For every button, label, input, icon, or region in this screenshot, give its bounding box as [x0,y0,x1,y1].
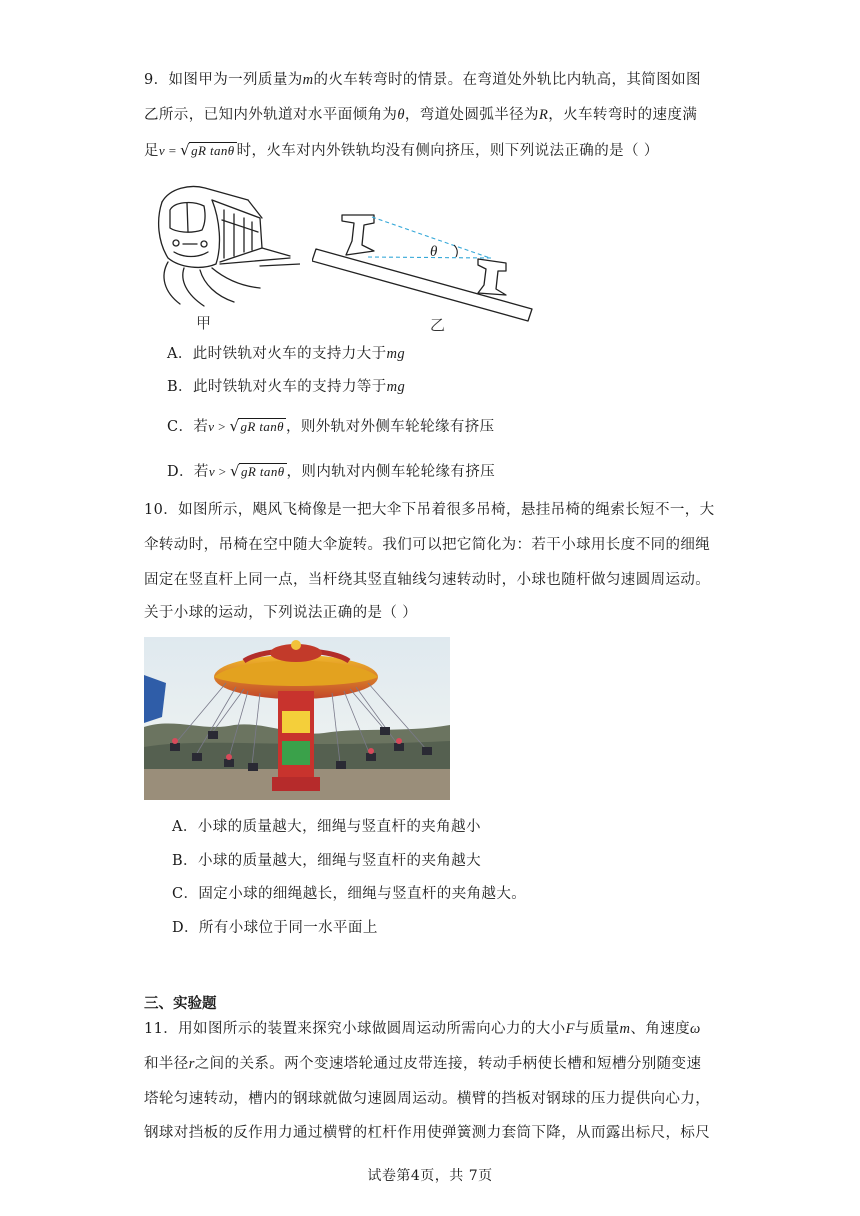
q11-line-4: 钢球对挡板的反作用力通过横臂的杠杆作用使弹簧测力套筒下降，从而露出标尺，标尺 [144,1125,711,1141]
q9-line-1 [144,70,701,90]
q11-text: 11．用如图所示的装置来探究小球做圆周运动所需向心力的大小 [144,1021,566,1037]
sqrt-icon: √ [229,417,240,435]
q9-text: ，火车转弯时的速度满 [548,107,698,123]
greater-sign: > [214,419,230,434]
q10-option-a[interactable]: A．小球的质量越大，细绳与竖直杆的夹角越小 [172,819,481,835]
q9-text: 的火车转弯时的情景。在弯道处外轨比内轨高，其简图如图 [313,72,701,88]
sqrt-icon: √ [230,462,241,480]
theta-symbol: θ [397,107,405,123]
train-figure [150,180,300,325]
q9-text: ，弯道处圆弧半径为 [404,107,539,123]
q9-option-a[interactable] [167,344,405,364]
q9-text: 乙所示，已知内外轨道对水平面倾角为 [144,107,398,123]
q9-option-d[interactable] [167,461,495,482]
q11-text: 和半径 [144,1056,189,1072]
q10-line-4: 关于小球的运动，下列说法正确的是（ ） [144,605,418,621]
option-text: D．若 [167,464,209,480]
figure-label-jia: 甲 [196,314,212,332]
section-title: 三、实验题 [144,996,217,1012]
velocity-formula: gR tanθ [241,464,285,479]
mass-symbol: m [619,1021,631,1037]
mass-symbol: m [302,72,314,88]
velocity-symbol: v [158,143,166,158]
q9-option-b[interactable] [167,377,405,397]
velocity-symbol: v [208,464,215,479]
q9-line-3 [144,140,659,161]
theta-label: θ [430,244,438,260]
banked-track-figure [312,205,537,325]
velocity-formula: gR tanθ [191,143,235,158]
q11-text: 、角速度 [630,1021,691,1037]
radius-symbol: r [188,1056,195,1072]
force-symbol: F [565,1021,575,1037]
equals-sign: = [165,143,181,158]
option-text: ，则内轨对内侧车轮轮缘有挤压 [286,464,496,480]
option-text: A．此时铁轨对火车的支持力大于 [167,346,387,362]
q9-option-c[interactable] [167,416,495,437]
page-footer: 试卷第4页，共 7页 [367,1168,493,1184]
q11-line-1 [144,1019,701,1039]
sqrt-icon: √ [180,141,191,159]
q11-text: 之间的关系。两个变速塔轮通过皮带连接，转动手柄使长槽和短槽分别随变速 [194,1056,702,1072]
velocity-symbol: v [208,419,215,434]
option-var: mg [386,346,406,362]
q10-option-b[interactable]: B．小球的质量越大，细绳与竖直杆的夹角越大 [172,853,482,869]
q9-line-2 [144,105,697,125]
q9-text: 足 [144,143,159,159]
velocity-formula: gR tanθ [240,419,284,434]
q11-line-3: 塔轮匀速转动，槽内的钢球就做匀速圆周运动。横臂的挡板对钢球的压力提供向心力， [144,1091,711,1107]
q10-option-d[interactable]: D．所有小球位于同一水平面上 [172,920,378,936]
greater-sign: > [215,464,231,479]
q9-text: 时，火车对内外铁轨均没有侧向挤压，则下列说法正确的是（ ） [236,143,659,159]
q10-line-2: 伞转动时，吊椅在空中随大伞旋转。我们可以把它简化为：若干小球用长度不同的细绳 [144,537,711,553]
q11-line-2 [144,1054,701,1074]
q9-text: 9．如图甲为一列质量为 [144,72,303,88]
option-text: C．若 [167,419,209,435]
radius-symbol: R [538,107,549,123]
q10-line-3: 固定在竖直杆上同一点，当杆绕其竖直轴线匀速转动时，小球也随杆做匀速圆周运动。 [144,572,711,588]
swing-ride-photo [144,637,450,800]
figure-label-yi: 乙 [430,316,446,334]
omega-symbol: ω [690,1021,701,1037]
option-text: B．此时铁轨对火车的支持力等于 [167,379,387,395]
q10-line-1: 10．如图所示，飓风飞椅像是一把大伞下吊着很多吊椅，悬挂吊椅的绳索长短不一，大 [144,502,715,518]
option-var: mg [386,379,406,395]
q10-option-c[interactable]: C．固定小球的细绳越长，细绳与竖直杆的夹角越大。 [172,886,527,902]
q11-text: 与质量 [574,1021,620,1037]
option-text: ，则外轨对外侧车轮轮缘有挤压 [285,419,495,435]
